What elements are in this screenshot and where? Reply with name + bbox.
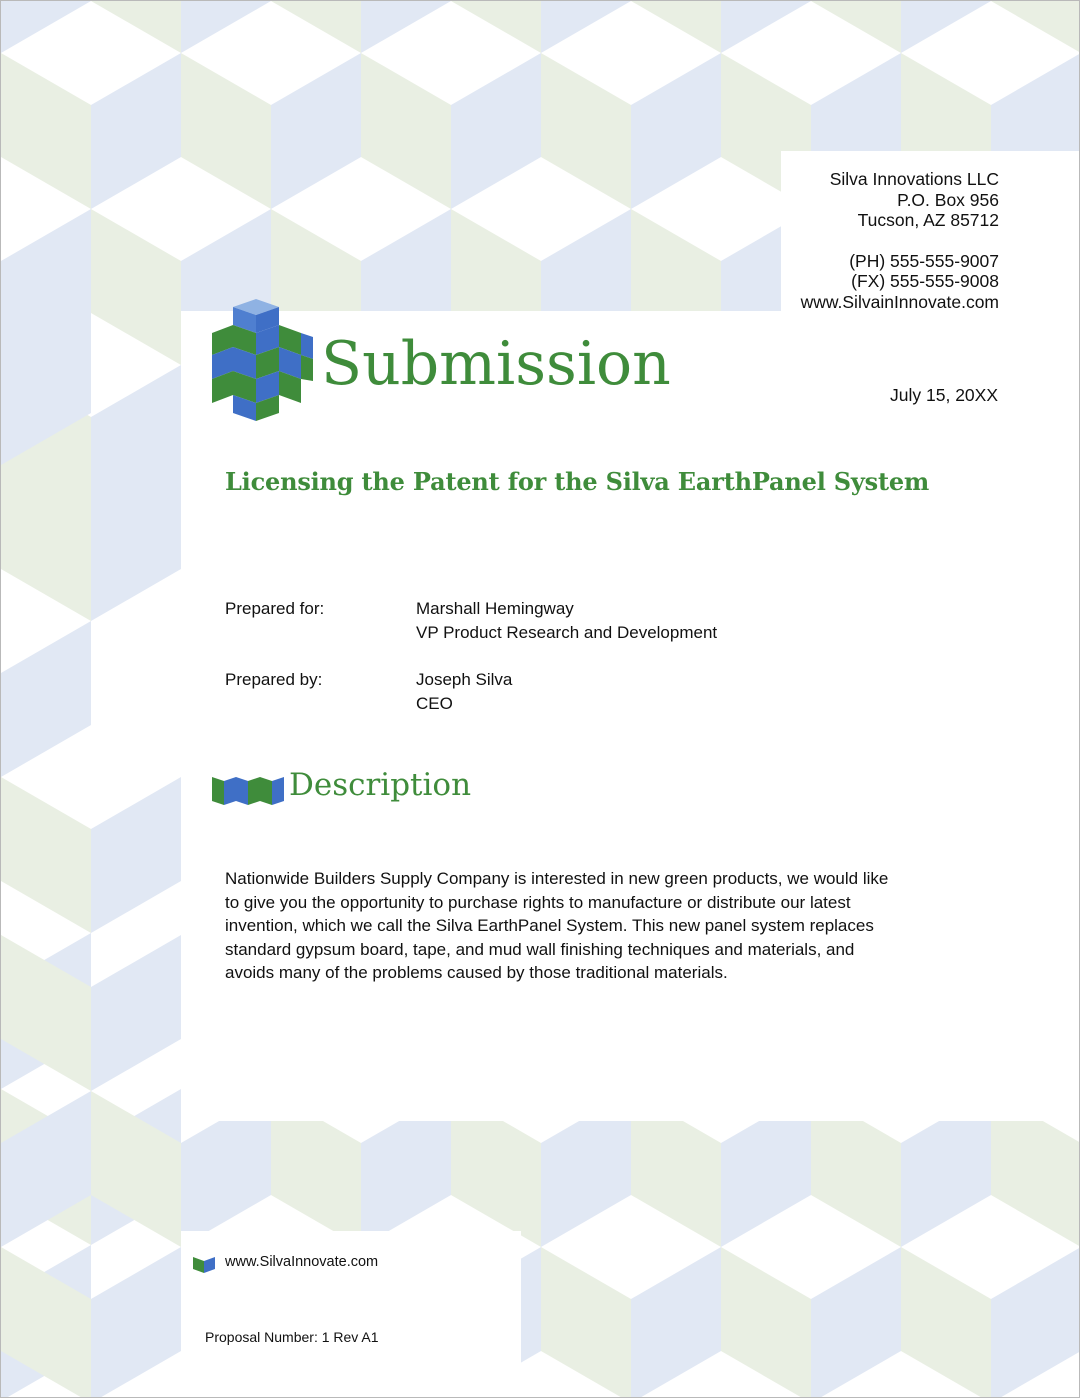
document-date: July 15, 20XX bbox=[890, 385, 998, 405]
company-fax: (FX) 555-555-9008 bbox=[851, 271, 999, 291]
company-po-box: P.O. Box 956 bbox=[897, 189, 999, 210]
company-name: Silva Innovations LLC bbox=[829, 169, 999, 189]
company-address-block bbox=[801, 169, 999, 312]
document-subtitle: Licensing the Patent for the Silva EarthPanel System bbox=[225, 467, 930, 496]
document-title: Submission bbox=[321, 329, 671, 399]
stacked-cubes-logo-icon bbox=[209, 299, 315, 421]
proposal-number: Proposal Number: 1 Rev A1 bbox=[205, 1329, 379, 1345]
prepared-by-name: Joseph Silva bbox=[416, 670, 513, 689]
prepared-for-title: VP Product Research and Development bbox=[416, 623, 718, 642]
prepared-by-title: CEO bbox=[416, 694, 453, 713]
company-phone: (PH) 555-555-9007 bbox=[849, 250, 999, 271]
description-body: Nationwide Builders Supply Company is interested in new green products, we would like to give you the opportunity to purchase rights to manufacture or distribute our latest invention, which we call the Silva EarthPanel System. This new panel system replaces standard gypsum board, tape, and mud wall finishing techniques and materials, and avoids many of the problems caused by those traditional materials. bbox=[225, 869, 889, 983]
small-chevron-icon bbox=[193, 1255, 215, 1273]
company-city: Tucson, AZ 85712 bbox=[857, 210, 999, 230]
prepared-for-name: Marshall Hemingway bbox=[416, 599, 574, 618]
chevron-banner-icon bbox=[212, 773, 284, 807]
footer-website: www.SilvaInnovate.com bbox=[225, 1254, 379, 1270]
description-heading: Description bbox=[289, 767, 472, 803]
prepared-for-label: Prepared for: bbox=[225, 599, 325, 618]
prepared-by-label: Prepared by: bbox=[225, 670, 323, 689]
company-website: www.SilvainInnovate.com bbox=[800, 291, 999, 312]
